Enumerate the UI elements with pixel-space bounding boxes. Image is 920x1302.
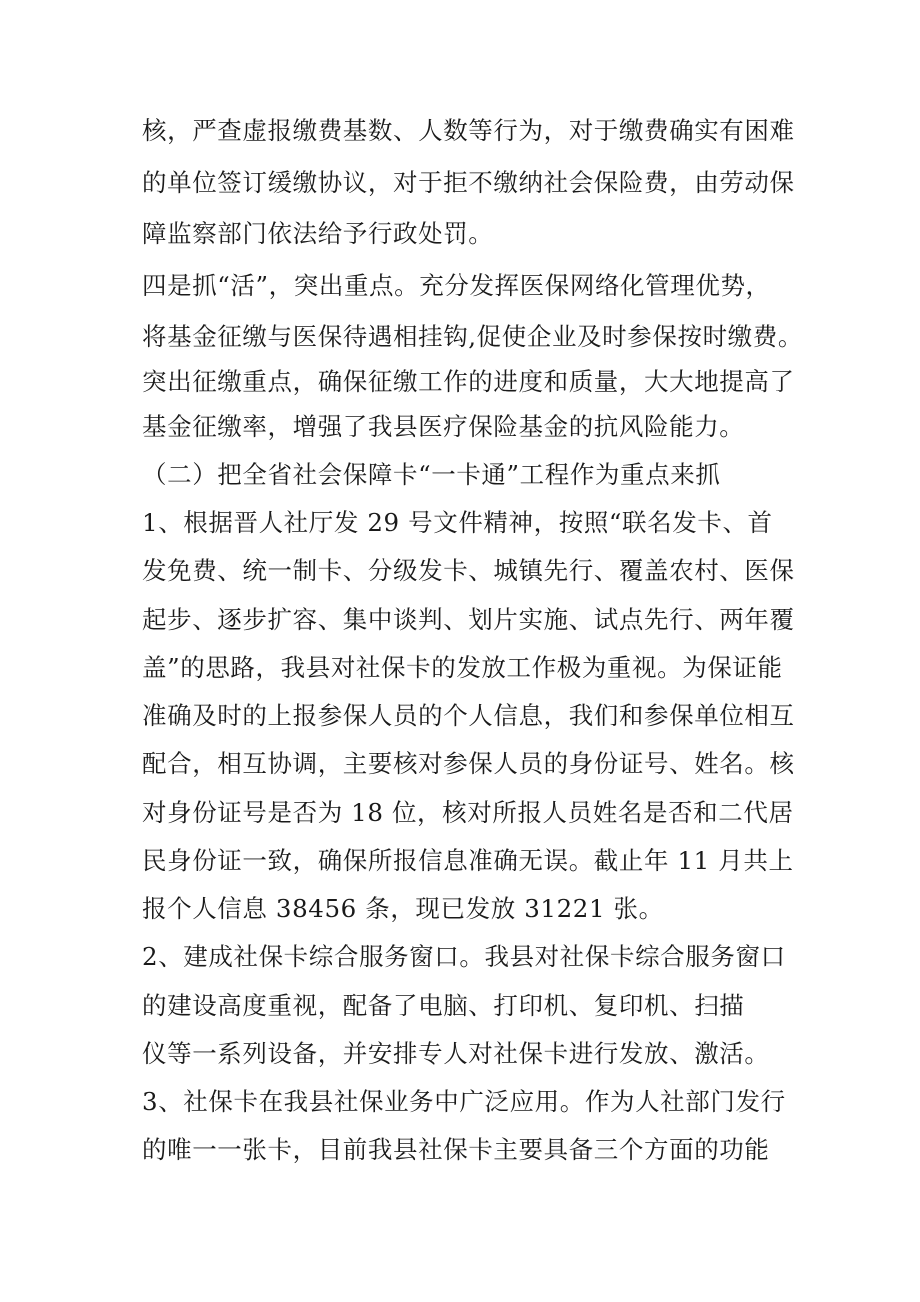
text-line: 突出征缴重点，确保征缴工作的进度和质量，大大地提高了 (142, 367, 795, 396)
text-line: 基金征缴率，增强了我县医疗保险基金的抗风险能力。 (142, 412, 745, 441)
text-line: 的建设高度重视，配备了电脑、打印机、复印机、扫描 (142, 991, 745, 1020)
text-line: 四是抓“活”，突出重点。充分发挥医保网络化管理优势， (142, 271, 771, 300)
text-line: 核，严查虚报缴费基数、人数等行为，对于缴费确实有困难 (142, 116, 795, 145)
text-line: 发免费、统一制卡、分级发卡、城镇先行、覆盖农村、医保 (142, 556, 795, 585)
text-line: 仪等一系列设备，并安排专人对社保卡进行发放、激活。 (142, 1039, 770, 1068)
text-line: 盖”的思路，我县对社保卡的发放工作极为重视。为保证能 (142, 653, 783, 682)
text-line: 民身份证一致，确保所报信息准确无误。截止年 11 月共上 (142, 846, 794, 875)
text-line: 的唯一一张卡，目前我县社保卡主要具备三个方面的功能 (142, 1135, 770, 1164)
text-line: 2、建成社保卡综合服务窗口。我县对社保卡综合服务窗口 (142, 942, 786, 971)
section-heading: （二）把全省社会保障卡“一卡通”工程作为重点来抓 (142, 460, 721, 489)
text-line: 障监察部门依法给予行政处罚。 (142, 219, 494, 248)
text-line: 准确及时的上报参保人员的个人信息，我们和参保单位相互 (142, 701, 795, 730)
text-line: 1、根据晋人社厅发 29 号文件精神，按照“联名发卡、首 (142, 508, 773, 537)
text-line: 3、社保卡在我县社保业务中广泛应用。作为人社部门发行 (142, 1087, 786, 1116)
text-line: 起步、逐步扩容、集中谈判、划片实施、试点先行、两年覆 (142, 605, 795, 634)
text-line: 配合，相互协调，主要核对参保人员的身份证号、姓名。核 (142, 749, 795, 778)
text-line: 对身份证号是否为 18 位，核对所报人员姓名是否和二代居 (142, 798, 794, 827)
text-line: 将基金征缴与医保待遇相挂钩,促使企业及时参保按时缴费。 (142, 322, 803, 351)
text-line: 的单位签订缓缴协议，对于拒不缴纳社会保险费，由劳动保 (142, 168, 795, 197)
text-line: 报个人信息 38456 条，现已发放 31221 张。 (142, 894, 664, 923)
